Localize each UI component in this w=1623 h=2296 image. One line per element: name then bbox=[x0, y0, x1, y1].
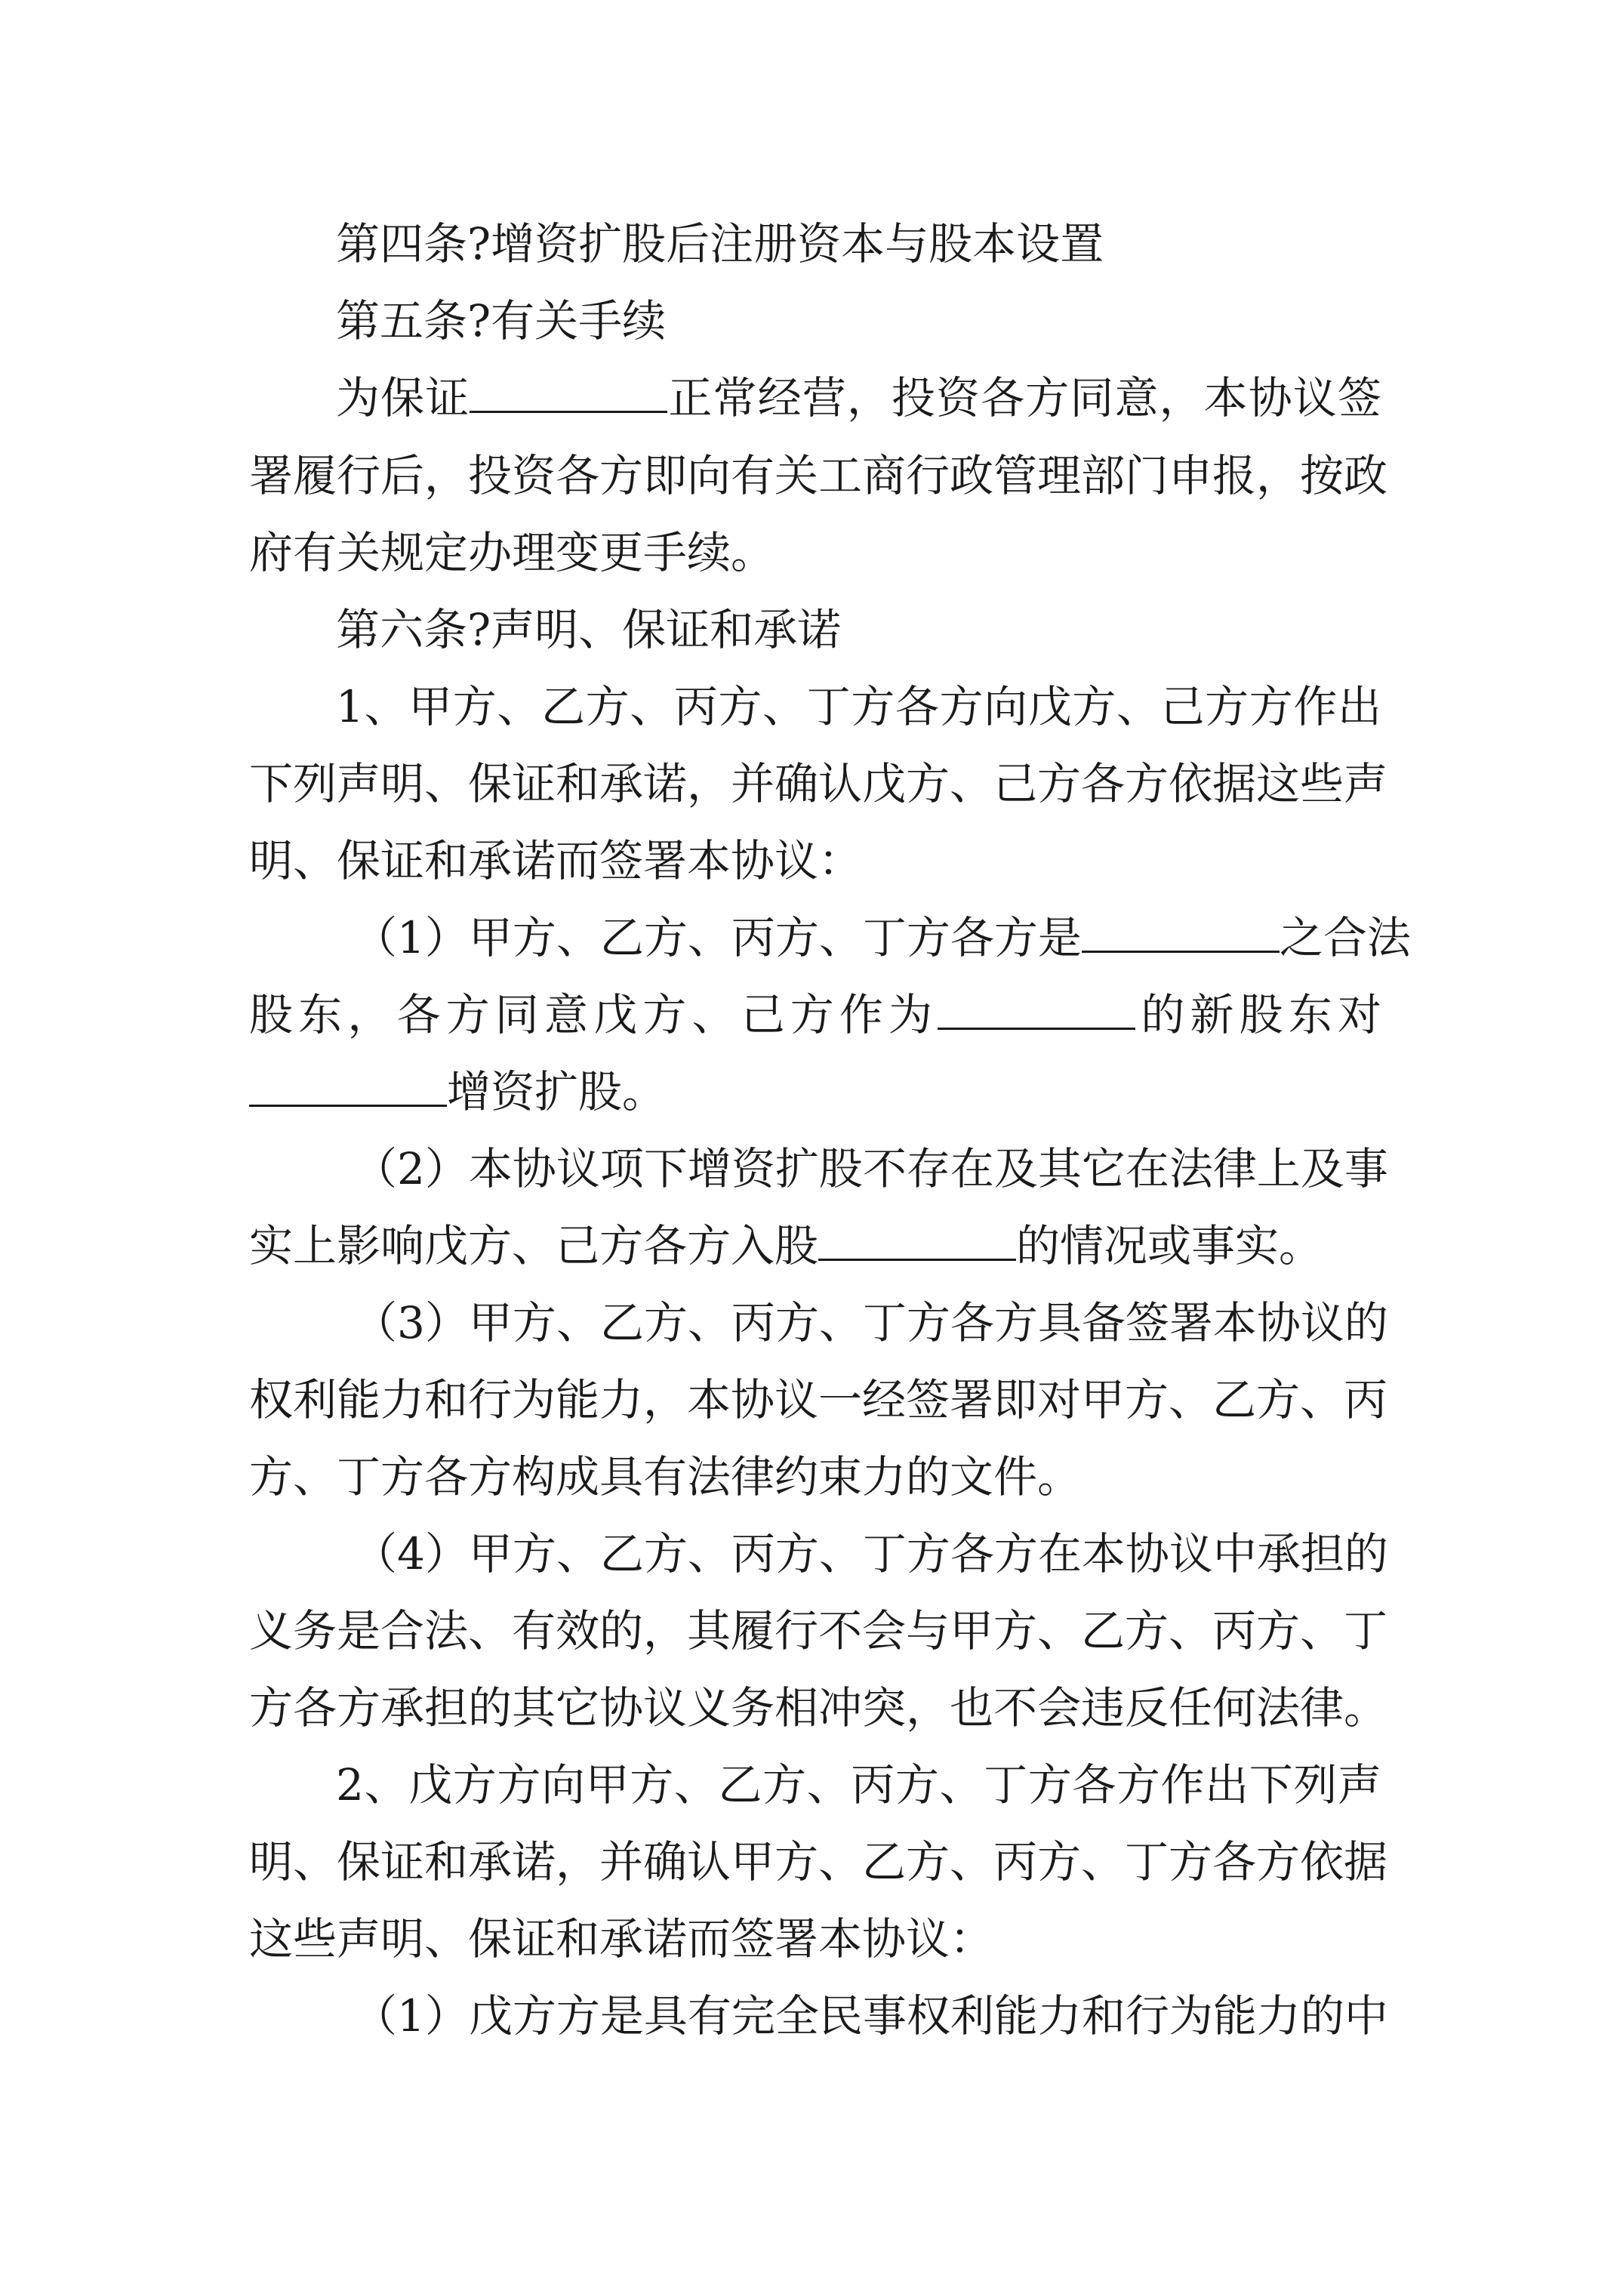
clause-1-2-line-2: 实上影响戊方、己方各方入股 的情况或事实。 bbox=[249, 1216, 1381, 1276]
clause-1-4-line-3: 方各方承担的其它协议义务相冲突，也不会违反任何法律。 bbox=[249, 1682, 1388, 1734]
fill-in-blank bbox=[1082, 908, 1280, 953]
clause-1-1-line-3: 增资扩股。 bbox=[249, 1062, 1381, 1122]
clause-1-2-line-1: （2）本协议项下增资扩股不存在及其它在法律上及事 bbox=[353, 1143, 1388, 1194]
clause-1-line-2: 下列声明、保证和承诺，并确认戊方、己方各方依据这些声 bbox=[249, 758, 1388, 809]
clause-1-line-1: 1、甲方、乙方、丙方、丁方各方向戊方、己方方作出 bbox=[336, 681, 1381, 732]
article-6-title: 第六条?声明、保证和承诺 bbox=[336, 604, 842, 655]
clause-2-line-1: 2、戊方方向甲方、乙方、丙方、丁方各方作出下列声 bbox=[336, 1759, 1381, 1811]
article-5-title: 第五条?有关手续 bbox=[336, 295, 667, 347]
clause-1-1-line-2: 股东，各方同意戊方、己方作为 的新股东对 bbox=[249, 985, 1381, 1045]
fill-in-blank bbox=[938, 985, 1135, 1030]
article-5-paragraph-line-3: 府有关规定办理变更手续。 bbox=[249, 527, 775, 578]
article-5-paragraph-line-2: 署履行后，投资各方即向有关工商行政管理部门申报，按政 bbox=[249, 450, 1388, 501]
fill-in-blank bbox=[249, 1062, 447, 1107]
clause-1-3-line-2: 权利能力和行为能力，本协议一经签署即对甲方、乙方、丙 bbox=[249, 1374, 1388, 1425]
clause-1-4-line-1: （4）甲方、乙方、丙方、丁方各方在本协议中承担的 bbox=[353, 1528, 1388, 1579]
clause-1-1-line-1: （1）甲方、乙方、丙方、丁方各方是 之合法 bbox=[353, 908, 1381, 968]
clause-2-line-2: 明、保证和承诺，并确认甲方、乙方、丙方、丁方各方依据 bbox=[249, 1836, 1388, 1888]
fill-in-blank bbox=[818, 1216, 1016, 1261]
article-5-paragraph-line-1: 为保证 正常经营，投资各方同意，本协议签 bbox=[336, 368, 1381, 428]
clause-1-3-line-3: 方、丁方各方构成具有法律约束力的文件。 bbox=[249, 1451, 1082, 1502]
article-4-title: 第四条?增资扩股后注册资本与股本设置 bbox=[336, 218, 1104, 270]
clause-1-4-line-2: 义务是合法、有效的，其履行不会与甲方、乙方、丙方、丁 bbox=[249, 1605, 1388, 1657]
clause-2-line-3: 这些声明、保证和承诺而签署本协议： bbox=[249, 1913, 994, 1965]
fill-in-blank bbox=[470, 368, 667, 413]
clause-2-1-line-1: （1）戊方方是具有完全民事权利能力和行为能力的中 bbox=[353, 1990, 1388, 2042]
clause-1-3-line-1: （3）甲方、乙方、丙方、丁方各方具备签署本协议的 bbox=[353, 1297, 1388, 1348]
clause-1-line-3: 明、保证和承诺而签署本协议： bbox=[249, 835, 863, 886]
